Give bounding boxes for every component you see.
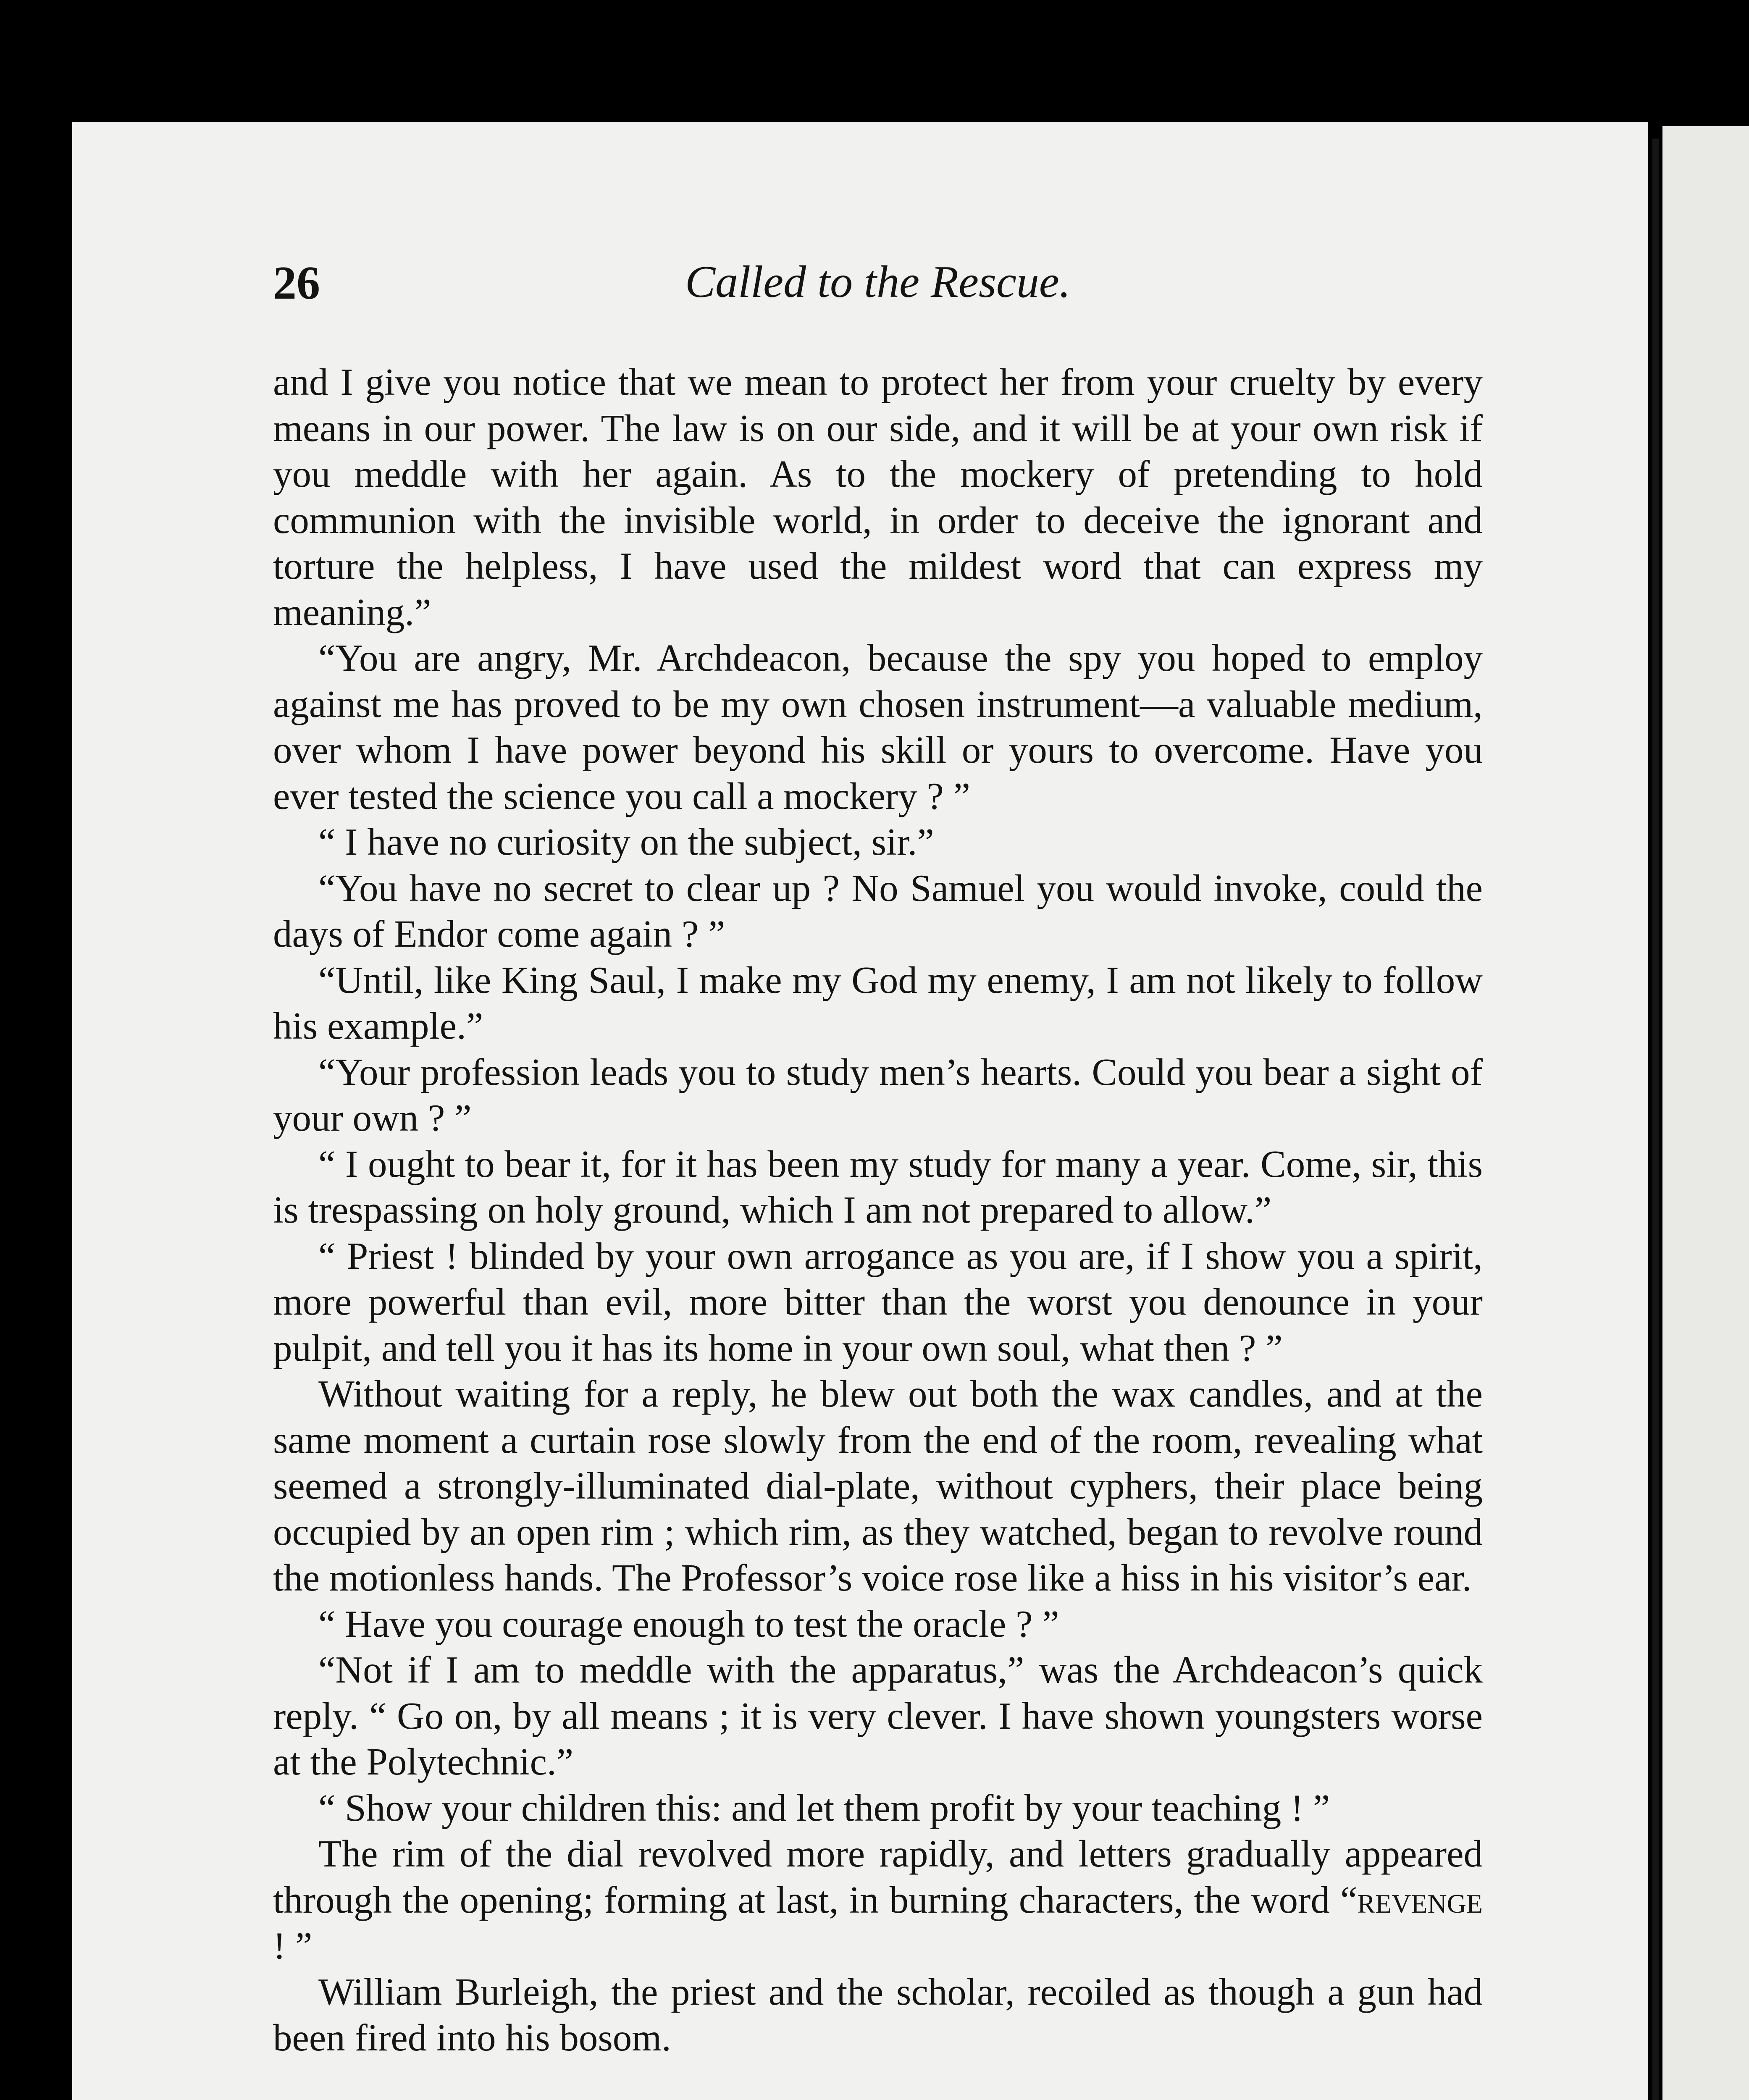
paragraph: “Until, like King Saul, I make my God my enemy, I am not likely to follow his example.” [273,958,1483,1047]
paragraph: “ Have you courage enough to test the oracle ? ” [318,1602,1059,1645]
paragraph: “You are angry, Mr. Archdeacon, because the spy you hoped to employ against me has proved to be my own chosen instrument—a valuable medium, over whom I have power beyond his skill or yours to overcome. Have you ever tested the science you call a mockery ? ” [273,637,1483,817]
revenge-text-after: ! ” [273,1924,313,1967]
page-number: 26 [273,257,320,309]
paragraph-revenge [273,1831,1483,1969]
running-title: Called to the Rescue. [685,257,1071,307]
paragraph: “Your profession leads you to study men’s hearts. Could you bear a sight of your own ? ” [273,1050,1483,1139]
paragraph: and I give you notice that we mean to protect her from your cruelty by every means in our power. The law is on our side, and it will be at your own risk if you meddle with her again. As to the mockery of pretending to hold communion with the invisible world, in order to deceive the ignorant and torture the helpless, I have used the mildest word that can express my meaning.” [273,361,1483,633]
page-spine-shadow [1652,139,1659,2100]
revenge-word: revenge [1357,1878,1483,1921]
paragraph: “Not if I am to meddle with the apparatus,” was the Archdeacon’s quick reply. “ Go on, by all means ; it is very clever. I have shown youngsters worse at the Polytechnic.” [273,1648,1483,1783]
paragraph: “ I have no curiosity on the subject, sir.” [318,821,934,863]
paragraph: William Burleigh, the priest and the scholar, recoiled as though a gun had been fired into his bosom. [273,1970,1483,2059]
paragraph: “ I ought to bear it, for it has been my study for many a year. Come, sir, this is trespassing on holy ground, which I am not prepared to allow.” [273,1142,1483,1231]
paragraph: Without waiting for a reply, he blew out both the wax candles, and at the same moment a curtain rose slowly from the end of the room, revealing what seemed a strongly-illuminated dial-plate, without cyphers, their place being occupied by an open rim ; which rim, as they watched, began to revolve round the motionless hands. The Professor’s voice rose like a hiss in his visitor’s ear. [273,1373,1483,1599]
paragraph: “You have no secret to clear up ? No Samuel you would invoke, could the days of Endor come again ? ” [273,866,1483,955]
paragraph: “ Show your children this: and let them profit by your teaching ! ” [318,1786,1330,1829]
revenge-text-before: The rim of the dial revolved more rapidly, and letters gradually appeared through the opening; forming at last, in burning characters, the word “ [273,1832,1483,1921]
page-header [273,256,1483,323]
paragraph: “ Priest ! blinded by your own arrogance as you are, if I show you a spirit, more powerful than evil, more bitter than the worst you denounce in your pulpit, and tell you it has its home in your own soul, what then ? ” [273,1234,1483,1369]
facing-page-edge [1662,126,1749,2100]
body-text [273,359,1483,2061]
